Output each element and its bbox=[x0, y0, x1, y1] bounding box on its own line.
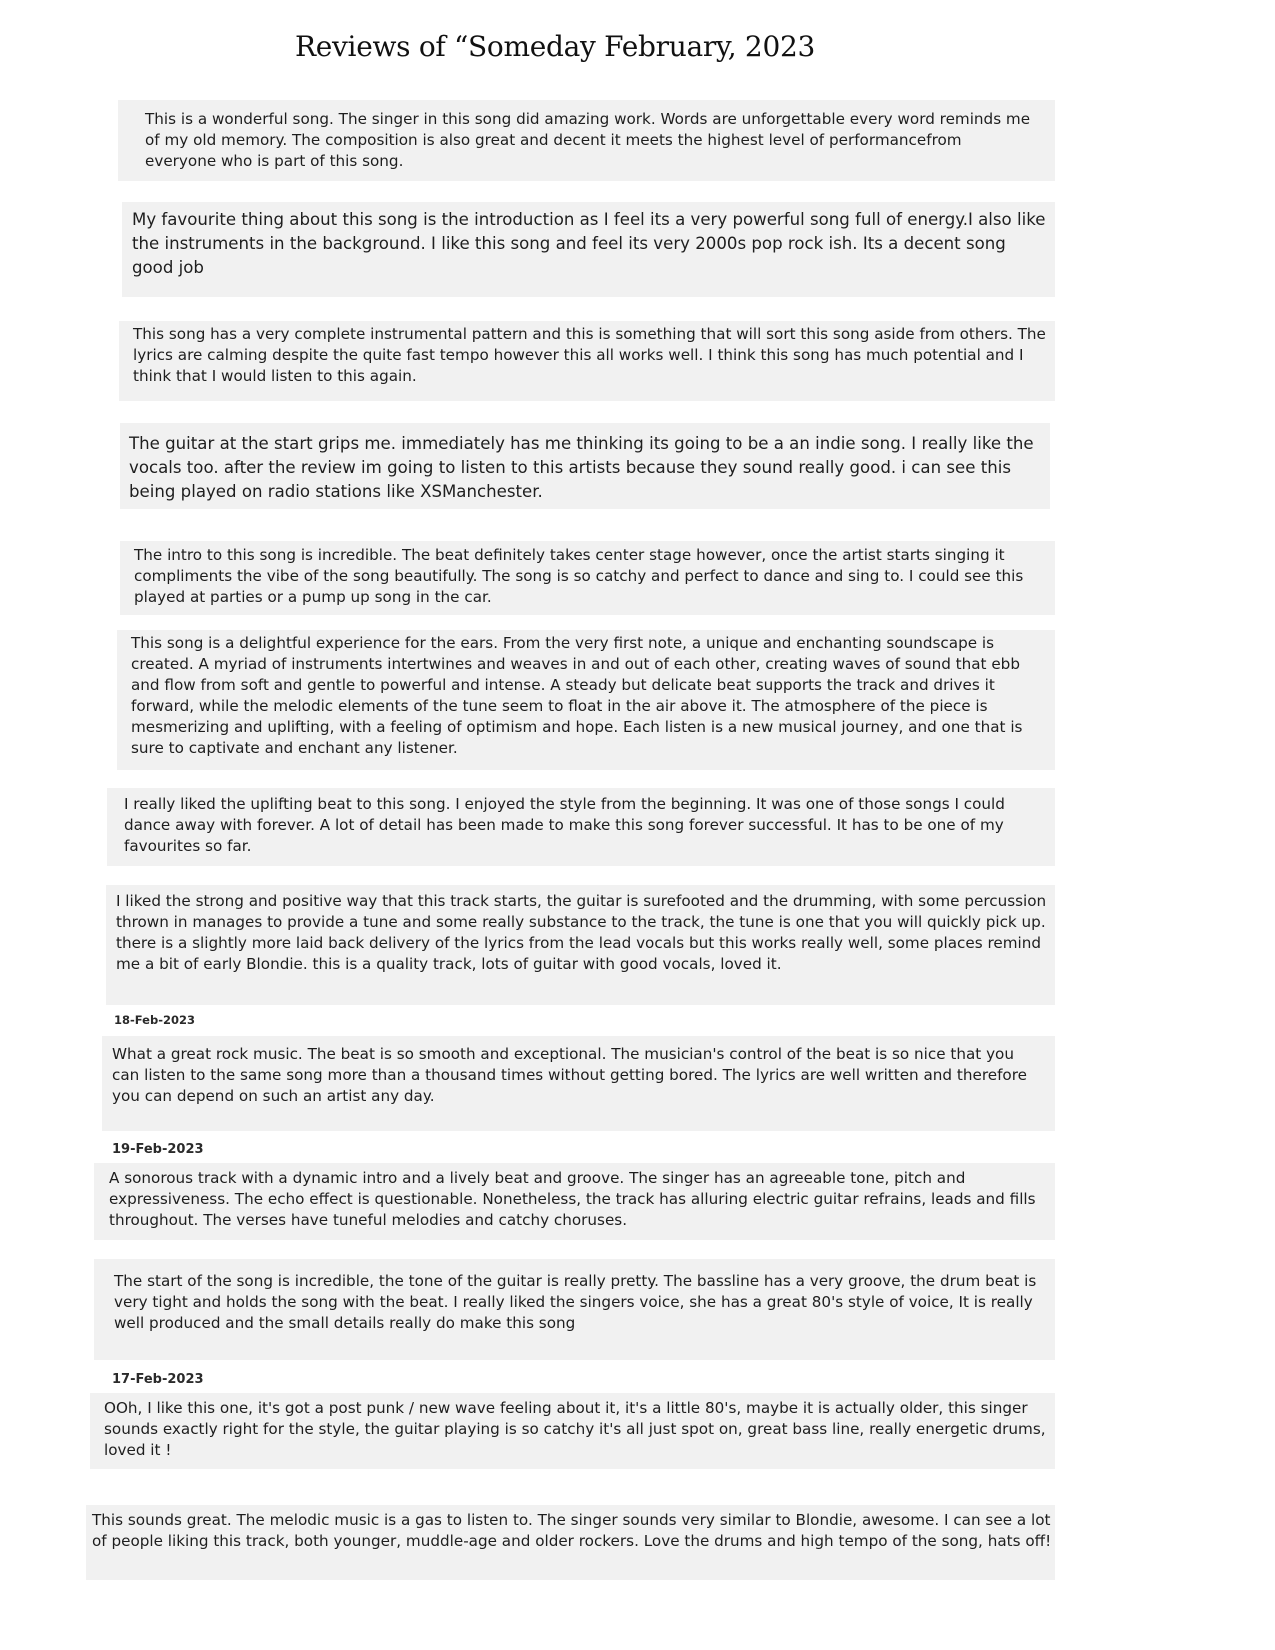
review-date: 17-Feb-2023 bbox=[112, 1372, 204, 1387]
review-card: The start of the song is incredible, the tone of the guitar is really pretty. The bassline has a very groove, the drum beat is very tight and holds the song with the beat. I really liked the singers voice, she has a great 80's style of voice, It is really well produced and the small details really do make this song bbox=[94, 1259, 1055, 1360]
review-date: 18-Feb-2023 bbox=[114, 1013, 195, 1027]
review-card: OOh, I like this one, it's got a post punk / new wave feeling about it, it's a little 80's, maybe it is actually older, this singer sounds exactly right for the style, the guitar playing is so catchy it's all just spot on, great bass line, really energetic drums, loved it ! bbox=[90, 1393, 1055, 1469]
review-card: A sonorous track with a dynamic intro and a lively beat and groove. The singer has an agreeable tone, pitch and expressiveness. The echo effect is questionable. Nonetheless, the track has alluring electric guitar refrains, leads and fills throughout. The verses have tuneful melodies and catchy choruses. bbox=[94, 1163, 1055, 1240]
review-date: 19-Feb-2023 bbox=[112, 1142, 204, 1157]
review-card: This is a wonderful song. The singer in this song did amazing work. Words are unforgettable every word reminds me of my old memory. The composition is also great and decent it meets the highest level of performancefrom everyone who is part of this song. bbox=[118, 100, 1055, 181]
review-card: The intro to this song is incredible. The beat definitely takes center stage however, once the artist starts singing it compliments the vibe of the song beautifully. The song is so catchy and perfect to dance and sing to. I could see this played at parties or a pump up song in the car. bbox=[120, 541, 1055, 615]
review-card: This song is a delightful experience for the ears. From the very first note, a unique and enchanting soundscape is created. A myriad of instruments intertwines and weaves in and out of each other, creating waves of sound that ebb and flow from soft and gentle to powerful and intense. A steady but delicate beat supports the track and drives it forward, while the melodic elements of the tune seem to float in the air above it. The atmosphere of the piece is mesmerizing and uplifting, with a feeling of optimism and hope. Each listen is a new musical journey, and one that is sure to captivate and enchant any listener. bbox=[117, 630, 1055, 770]
review-card: What a great rock music. The beat is so smooth and exceptional. The musician's control of the beat is so nice that you can listen to the same song more than a thousand times without getting bored. The lyrics are well written and therefore you can depend on such an artist any day. bbox=[102, 1036, 1055, 1131]
review-card: My favourite thing about this song is the introduction as I feel its a very powerful song full of energy.I also like the instruments in the background. I like this song and feel its very 2000s pop rock ish. Its a decent song good job bbox=[122, 202, 1055, 297]
review-card: This song has a very complete instrumental pattern and this is something that will sort this song aside from others. The lyrics are calming despite the quite fast tempo however this all works well. I think this song has much potential and I think that I would listen to this again. bbox=[119, 321, 1055, 401]
page-title: Reviews of “Someday February, 2023 bbox=[294, 30, 815, 63]
review-card: I really liked the uplifting beat to this song. I enjoyed the style from the beginning. It was one of those songs I could dance away with forever. A lot of detail has been made to make this song forever successful. It has to be one of my favourites so far. bbox=[107, 788, 1055, 866]
review-card: This sounds great. The melodic music is a gas to listen to. The singer sounds very similar to Blondie, awesome. I can see a lot of people liking this track, both younger, muddle-age and older rockers. Love the drums and high tempo of the song, hats off! bbox=[86, 1505, 1055, 1580]
review-card: I liked the strong and positive way that this track starts, the guitar is surefooted and the drumming, with some percussion thrown in manages to provide a tune and some really substance to the track, the tune is one that you will quickly pick up. there is a slightly more laid back delivery of the lyrics from the lead vocals but this works really well, some places remind me a bit of early Blondie. this is a quality track, lots of guitar with good vocals, loved it. bbox=[106, 885, 1055, 1005]
review-card: The guitar at the start grips me. immediately has me thinking its going to be a an indie song. I really like the vocals too. after the review im going to listen to this artists because they sound really good. i can see this being played on radio stations like XSManchester. bbox=[120, 423, 1050, 509]
